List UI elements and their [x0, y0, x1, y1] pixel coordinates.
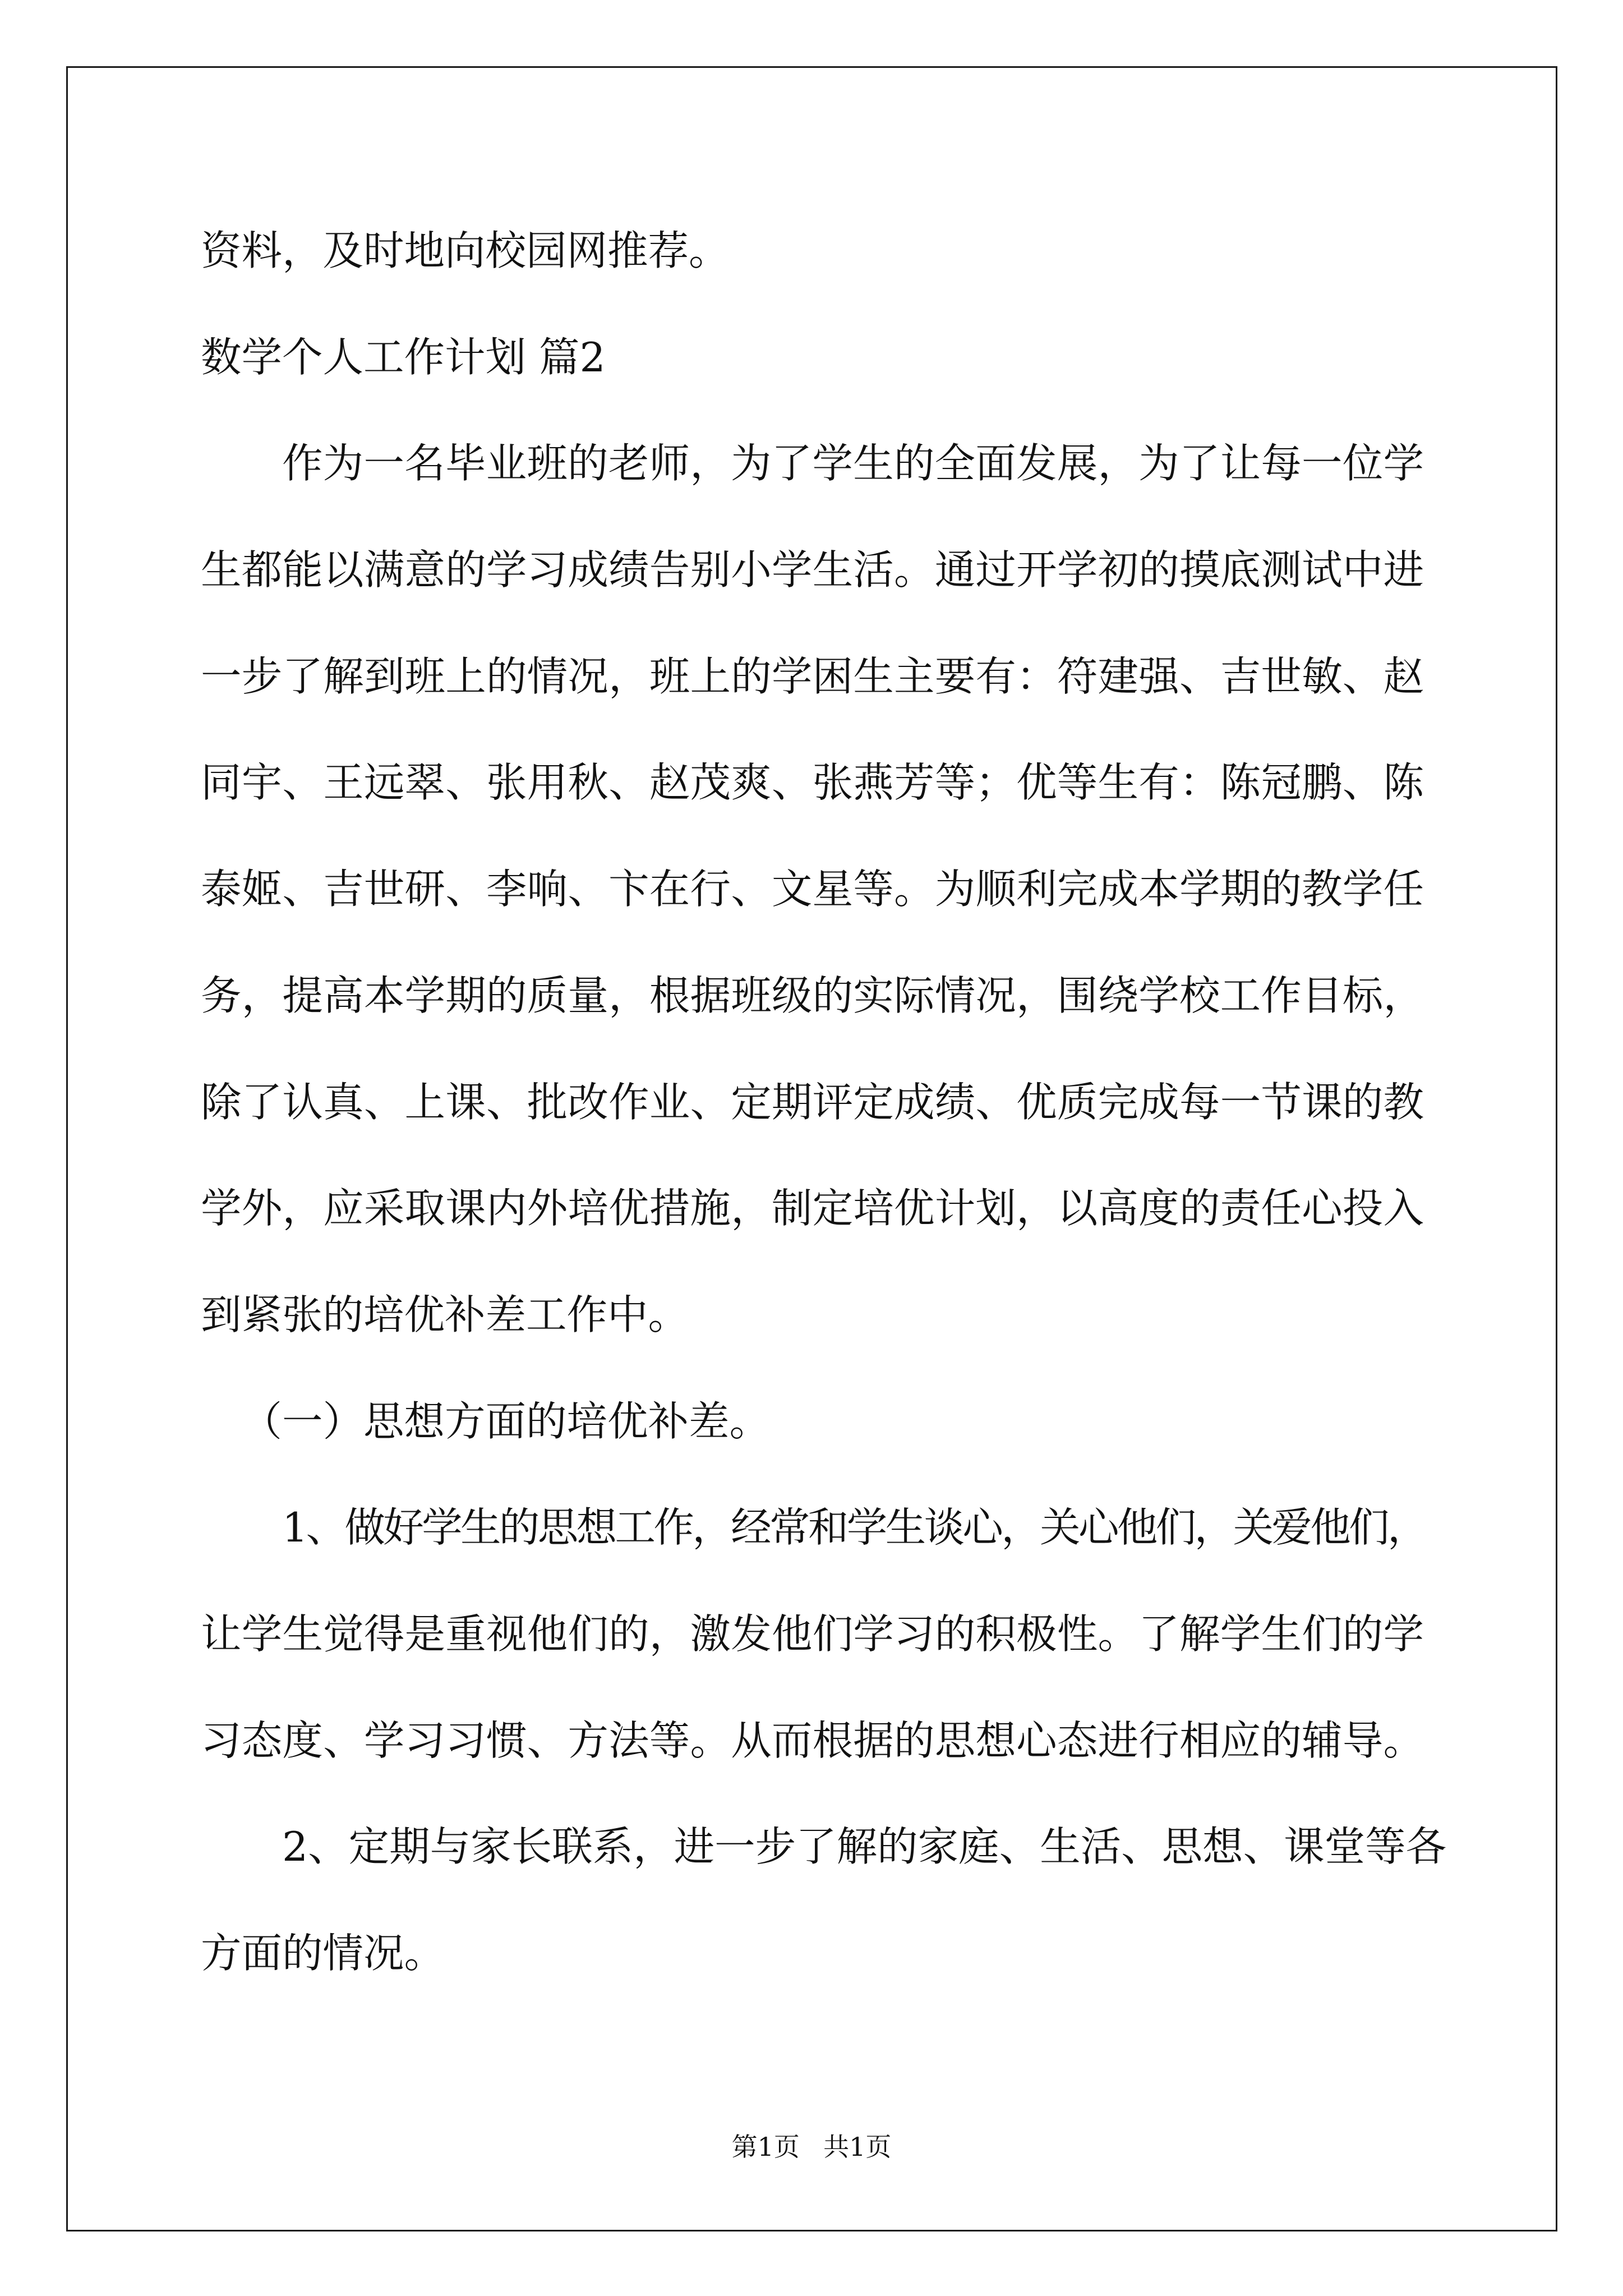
paragraph-line: 一步了解到班上的情况，班上的学困生主要有：符建强、吉世敏、赵 [201, 653, 1424, 701]
paragraph-line: 除了认真、上课、批改作业、定期评定成绩、优质完成每一节课的教 [201, 1079, 1424, 1126]
paragraph-line: （一）思想方面的培优补差。 [241, 1398, 770, 1446]
page-footer [0, 2130, 1623, 2164]
paragraph-line: 学外，应采取课内外培优措施，制定培优计划，以高度的责任心投入 [201, 1185, 1424, 1233]
paragraph-line: 生都能以满意的学习成绩告别小学生活。通过开学初的摸底测试中进 [201, 547, 1424, 595]
paragraph-line: 务，提高本学期的质量，根据班级的实际情况，围绕学校工作目标， [201, 972, 1424, 1020]
paragraph-line: 习态度、学习习惯、方法等。从而根据的思想心态进行相应的辅导。 [201, 1717, 1424, 1765]
document-body [201, 199, 1447, 2008]
paragraph-line: 到紧张的培优补差工作中。 [201, 1291, 689, 1339]
paragraph-line: 作为一名毕业班的老师，为了学生的全面发展，为了让每一位学 [282, 440, 1424, 488]
paragraph-line: 让学生觉得是重视他们的，激发他们学习的积极性。了解学生们的学 [201, 1611, 1424, 1658]
continuation-paragraph [201, 199, 1424, 305]
paragraph-line: 同宇、王远翠、张用秋、赵茂爽、张燕芳等；优等生有：陈冠鹏、陈 [201, 760, 1424, 807]
paragraph-intro [201, 411, 1424, 1369]
page-number: 第1页 共1页 [731, 2132, 892, 2162]
subsection-heading [201, 1369, 1424, 1476]
paragraph-line: 泰姬、吉世研、李响、卞在行、文星等。为顺利完成本学期的教学任 [201, 866, 1424, 914]
paragraph-line: 2、定期与家长联系，进一步了解的家庭、生活、思想、课堂等各 [282, 1824, 1447, 1871]
paragraph-item-1 [201, 1475, 1424, 1795]
paragraph-line: 方面的情况。 [201, 1930, 445, 1977]
paragraph-line: 资料，及时地向校园网推荐。 [201, 228, 730, 275]
paragraph-item-2 [201, 1795, 1447, 2007]
paragraph-line: 1、做好学生的思想工作，经常和学生谈心，关心他们，关爱他们， [282, 1504, 1426, 1552]
section-heading: 数学个人工作计划 篇2 [201, 334, 606, 381]
